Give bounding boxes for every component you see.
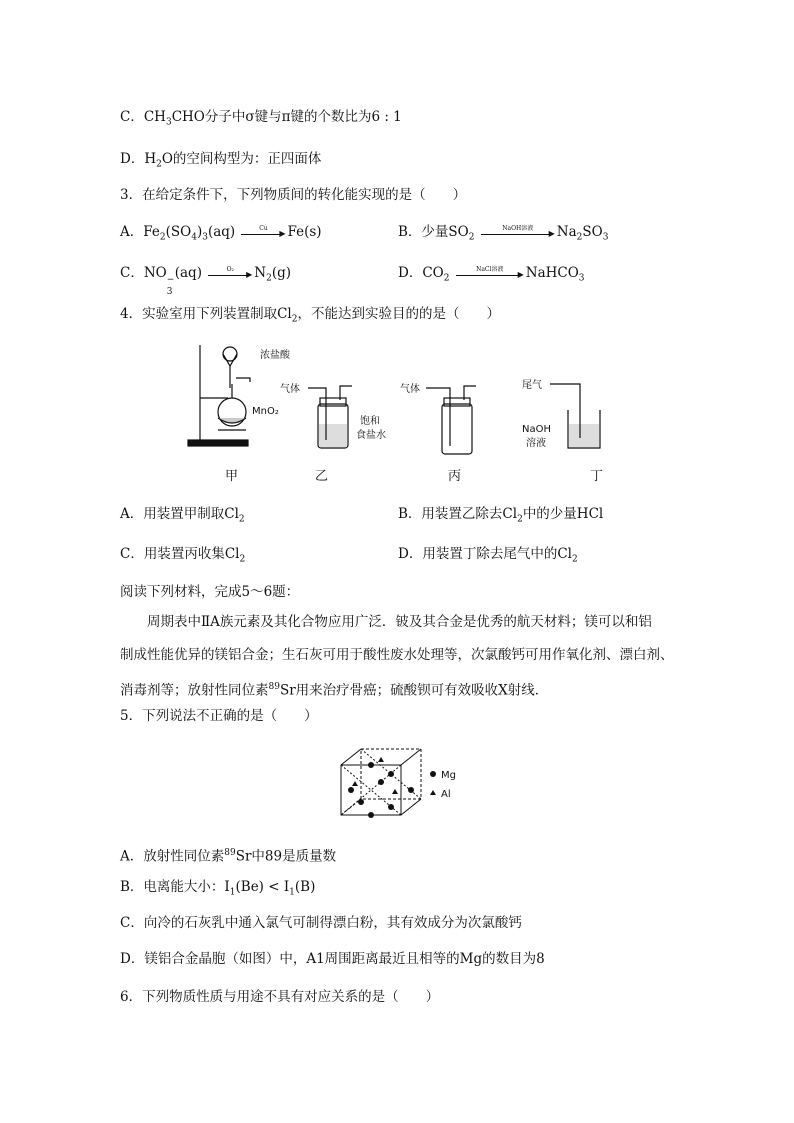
yi-gas-label: 气体: [280, 384, 300, 395]
reading-paragraph-line-1: 周期表中ⅡA族元素及其化合物应用广泛．铍及其合金是优秀的航天材料；镁可以和铝: [147, 614, 652, 630]
q4-option-c: C．用装置丙收集$Cl_2$: [120, 546, 246, 565]
q5-option-c: C．向冷的石灰乳中通入氯气可制得漂白粉，其有效成分为次氯酸钙: [120, 915, 522, 931]
q4-option-a: A．用装置甲制取$Cl_2$: [120, 506, 245, 525]
reaction-arrow: Cu ▶: [241, 227, 285, 239]
q5-option-a: A．放射性同位素$^{89}$Sr中89是质量数: [120, 848, 337, 865]
q4-option-b: B．用装置乙除去$Cl_2$中的少量HCl: [398, 506, 604, 525]
q3-option-c: C．NO − 3 (aq) O₂ ▶ $N_2(g)$: [120, 265, 291, 297]
q4-option-d: D．用装置丁除去尾气中的$Cl_2$: [398, 546, 578, 565]
q5-option-d: D．镁铝合金晶胞（如图）中，A1周围距离最近且相等的Mg的数目为8: [120, 951, 545, 967]
q5-option-b: B．电离能大小：$I_1(Be) < I_1(B)$: [120, 879, 316, 898]
jia-label: 甲: [225, 469, 239, 484]
legend-mg: Mg: [441, 770, 456, 781]
apparatus-yi: [308, 386, 352, 448]
bing-label: 丙: [448, 469, 462, 484]
reaction-arrow: NaCl溶液 ▶: [456, 268, 524, 280]
reaction-arrow: NaOH溶液 ▶: [481, 227, 555, 239]
apparatus-bing: [426, 386, 476, 454]
apparatus-ding: [550, 384, 600, 448]
q3-option-d: D．$CO_2$ NaCl溶液 ▶ NaHCO$_3$: [398, 265, 585, 284]
reading-paragraph-line-2: 制成性能优异的镁铝合金；生石灰可用于酸性废水处理等，次氯酸钙可用作氧化剂、漂白剂、: [120, 647, 674, 663]
apparatus-figure: [180, 340, 620, 490]
yi-liquid-label-1: 饱和: [360, 416, 380, 427]
ding-label: 丁: [590, 469, 604, 484]
ding-liquid-label-2: 溶液: [526, 438, 546, 449]
q3-stem: 3．在给定条件下，下列物质间的转化能实现的是（ ）: [120, 187, 467, 203]
q3-option-a: A．$Fe_2(SO_4)_3(aq)$ Cu ▶ Fe(s): [120, 224, 322, 243]
q2-option-d: D．$H_2O$的空间构型为：正四面体: [120, 151, 322, 170]
reaction-arrow: O₂ ▶: [208, 268, 252, 280]
q6-stem: 6．下列物质性质与用途不具有对应关系的是（ ）: [120, 989, 440, 1005]
yi-label: 乙: [315, 469, 329, 484]
q3-option-b: B．少量$SO_2$ NaOH溶液 ▶ $Na_2SO_3$: [398, 224, 609, 243]
apparatus-jia: [188, 345, 250, 446]
q2-option-c: C．$CH_3CHO$分子中σ键与π键的个数比为6 : 1: [120, 109, 402, 128]
q4-stem: 4．实验室用下列装置制取$Cl_2$，不能达到实验目的的是（ ）: [120, 306, 500, 325]
ding-liquid-label-1: NaOH: [522, 424, 551, 435]
jia-acid-label: 浓盐酸: [260, 350, 290, 361]
bing-gas-label: 气体: [400, 384, 420, 395]
legend-al: Al: [441, 789, 451, 800]
jia-mno2-label: MnO₂: [252, 406, 279, 417]
crystal-cell-figure: [335, 745, 475, 823]
reading-intro: 阅读下列材料，完成5～6题：: [120, 584, 300, 600]
ding-gas-label: 尾气: [522, 380, 542, 391]
reading-paragraph-line-3: 消毒剂等；放射性同位素$^{89}$Sr用来治疗骨癌；硫酸钡可有效吸收X射线．: [120, 682, 549, 699]
q5-stem: 5．下列说法不正确的是（ ）: [120, 708, 318, 724]
yi-liquid-label-2: 食盐水: [356, 430, 386, 441]
